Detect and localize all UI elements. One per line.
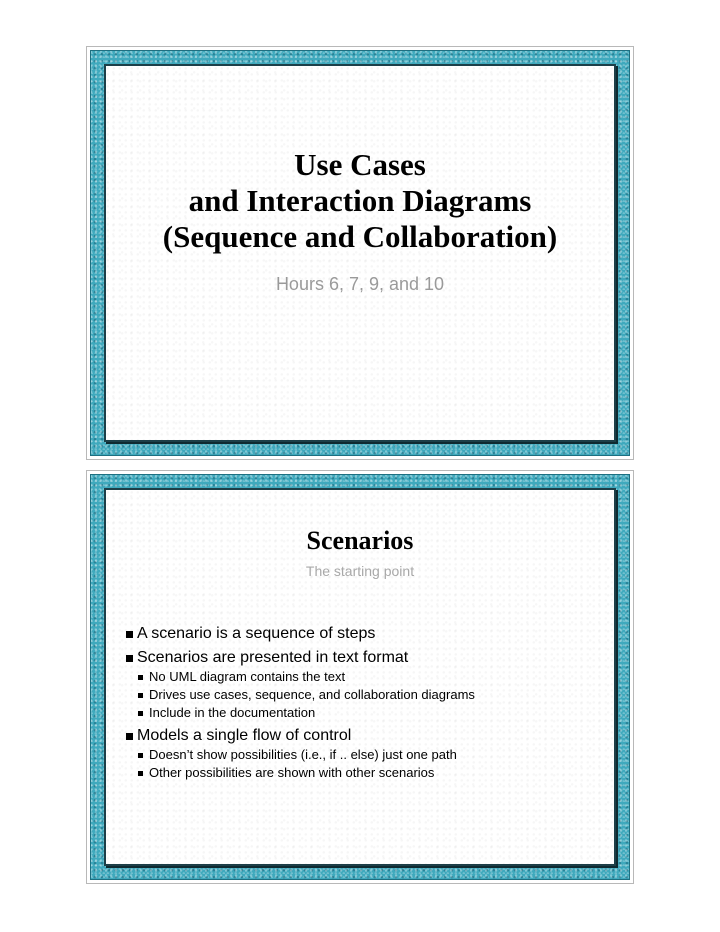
bullet-item <box>126 648 604 668</box>
sub-bullet-item <box>126 704 604 722</box>
small-square-bullet-icon <box>138 675 143 680</box>
bullet-text: Models a single flow of control <box>137 727 352 744</box>
small-square-bullet-icon <box>138 693 143 698</box>
sub-bullet-item <box>126 686 604 704</box>
bullet-item <box>126 624 604 644</box>
slide-2-panel <box>104 488 616 866</box>
sub-bullet-item <box>126 668 604 686</box>
slide-2-frame <box>90 474 630 880</box>
slide-1-panel <box>104 64 616 442</box>
slide-1-subtitle: Hours 6, 7, 9, and 10 <box>275 274 445 294</box>
bullet-text: Scenarios are presented in text format <box>137 649 409 666</box>
small-square-bullet-icon <box>138 711 143 716</box>
sub-bullet-text: Include in the documentation <box>149 705 316 720</box>
bullet-text: A scenario is a sequence of steps <box>137 625 376 642</box>
bullet-item <box>126 726 604 746</box>
sub-bullet-text: Other possibilities are shown with other scenarios <box>149 765 435 780</box>
slide-2-subtitle: The starting point <box>305 563 415 579</box>
slide-2 <box>86 470 634 884</box>
slide-1-title-line-3: (Sequence and Collaboration) <box>162 219 558 254</box>
sub-bullet-text: Drives use cases, sequence, and collaboration diagrams <box>149 687 475 702</box>
square-bullet-icon <box>126 655 133 662</box>
sub-bullet-text: No UML diagram contains the text <box>149 669 346 684</box>
small-square-bullet-icon <box>138 753 143 758</box>
square-bullet-icon <box>126 733 133 740</box>
sub-bullet-text: Doesn’t show possibilities (i.e., if .. else) just one path <box>149 747 457 762</box>
slide-2-title: Scenarios <box>306 526 414 555</box>
bullet-list <box>126 624 604 782</box>
small-square-bullet-icon <box>138 771 143 776</box>
slide-1-title-line-1: Use Cases <box>294 147 426 182</box>
slide-1-frame <box>90 50 630 456</box>
slide-1-title <box>106 147 614 255</box>
slide-1 <box>86 46 634 460</box>
square-bullet-icon <box>126 631 133 638</box>
sub-bullet-item <box>126 746 604 764</box>
sub-bullet-item <box>126 764 604 782</box>
slide-1-title-line-2: and Interaction Diagrams <box>188 183 532 218</box>
